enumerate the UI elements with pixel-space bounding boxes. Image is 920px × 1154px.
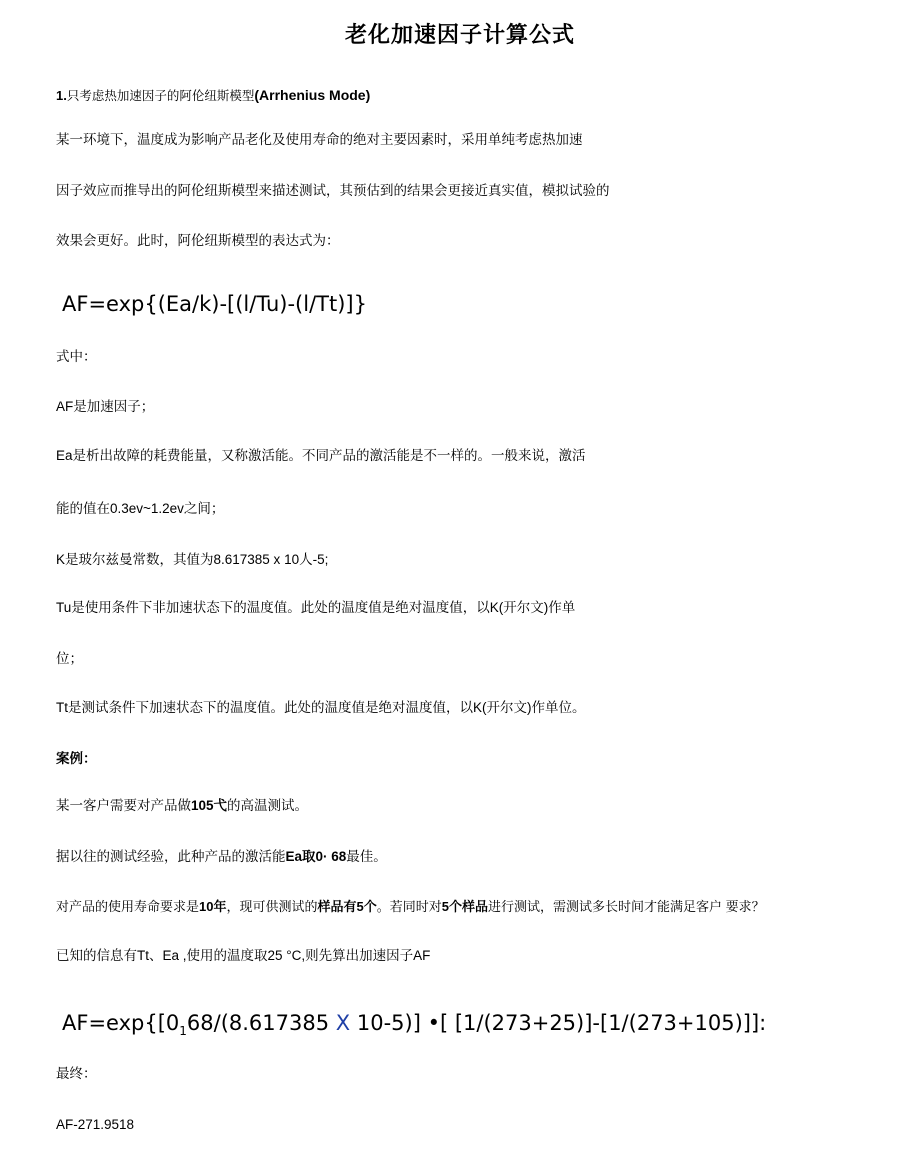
def-tu-line-2: 位；: [56, 651, 83, 666]
case-line-1-text: 某一客户需要对产品做: [56, 798, 191, 813]
def-af: AF是加速因子；: [56, 399, 155, 414]
case-line-1-tail: 的高温测试。: [227, 798, 309, 813]
section-title-english: (Arrhenius Mode): [254, 87, 371, 103]
case-line-2-tail: 最佳。: [346, 849, 387, 864]
formula-part-3: 10-5)] •[ [1/(273+25)]-[1/(273+105)]]:: [350, 1011, 767, 1035]
formula-times: X: [335, 1011, 351, 1035]
life-requirement: 10年: [199, 899, 227, 914]
case-line-3-tail: 进行测试，需测试多长时间才能满足客户 要求？: [487, 899, 765, 914]
case-line-2-text: 据以往的测试经验，此种产品的激活能: [56, 849, 286, 864]
case-line-1: [56, 797, 308, 815]
case-line-3-text-2: ，现可供测试的: [226, 899, 318, 914]
final-value: AF-271.9518: [56, 1117, 135, 1132]
arrhenius-formula: AF=exp{(Ea/k)-[(l/Tu)-(l/Tt)]}: [62, 292, 367, 316]
sample-count: 样品有5个: [317, 899, 377, 914]
def-k: K是玻尔兹曼常数，其值为8.617385 x 10人-5;: [56, 552, 329, 567]
test-temperature: 105弋: [191, 798, 228, 813]
formula-part-2: 68/(8.617385: [186, 1011, 336, 1035]
final-label: 最终：: [56, 1066, 97, 1081]
af-calculation-formula: [62, 1011, 766, 1038]
def-tt: Tt是测试条件下加速状态下的温度值。此处的温度值是绝对温度值，以K(开尔文)作单位。: [56, 700, 586, 715]
intro-line-1: 某一环境下，温度成为影响产品老化及使用寿命的绝对主要因素时，采用单纯考虑热加速: [56, 132, 583, 147]
case-line-3-text-3: 。若同时对: [376, 899, 442, 914]
def-ea-line-2: 能的值在0.3ev~1.2ev之间；: [56, 501, 225, 516]
sample-count-2: 5个样品: [441, 899, 488, 914]
def-tu-line-1: Tu是使用条件下非加速状态下的温度值。此处的温度值是绝对温度值，以K(开尔文)作单: [56, 600, 576, 615]
case-line-4: 已知的信息有Tt、Ea ,使用的温度取25 °C,则先算出加速因子AF: [56, 948, 431, 963]
where-label: 式中：: [56, 349, 97, 364]
case-line-3-text: 对产品的使用寿命要求是: [56, 899, 200, 914]
formula-part-1: AF=exp{[0: [62, 1011, 180, 1035]
intro-line-2: 因子效应而推导出的阿伦纽斯模型来描述测试，其预估到的结果会更接近真实值，模拟试验的: [56, 183, 610, 198]
case-heading: 案例：: [56, 751, 97, 766]
section-title: 只考虑热加速因子的阿伦纽斯模型: [66, 89, 255, 103]
formula-subscript: 1: [179, 1024, 187, 1039]
section-number: 1.: [56, 88, 67, 103]
case-line-2: [56, 848, 387, 866]
intro-line-3: 效果会更好。此时，阿伦纽斯模型的表达式为：: [56, 233, 340, 248]
section-heading-1: [56, 86, 370, 105]
def-ea-line-1: Ea是析出故障的耗费能量，又称激活能。不同产品的激活能是不一样的。一般来说，激活: [56, 448, 586, 463]
case-line-3: [56, 898, 765, 916]
page-title: 老化加速因子计算公式: [344, 22, 575, 47]
activation-energy-value: Ea取0· 68: [285, 849, 347, 864]
